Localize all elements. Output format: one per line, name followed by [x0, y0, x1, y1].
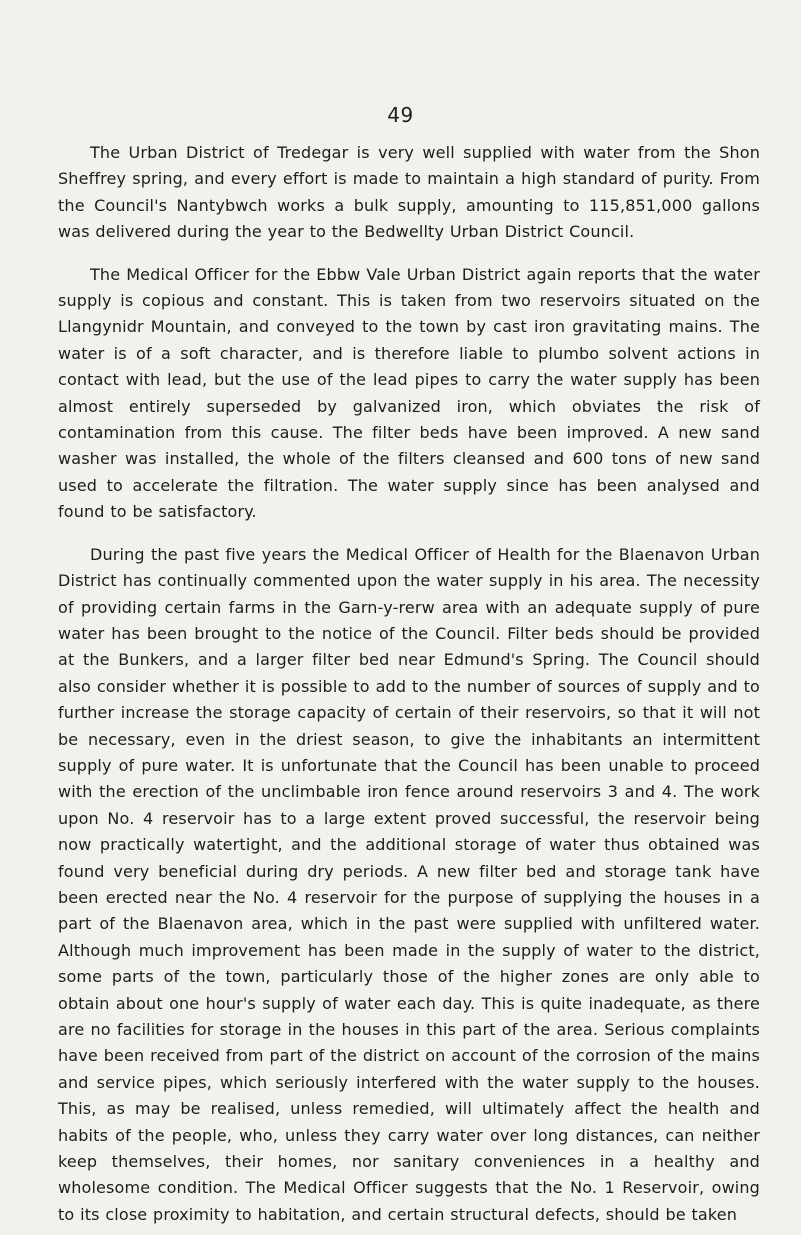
page-body: [58, 140, 760, 1228]
paragraph-blaenavon: During the past five years the Medical Officer of Health for the Blaenavon Urban District has continually commented upon the water supply in his area. The necessity of providing certain farms in the Garn-y-rerw area with an adequate supply of pure water has been brought to the notice of the Council. Filter beds should be provided at the Bunkers, and a larger filter bed near Edmund's Spring. The Council should also consider whether it is possible to add to the number of sources of supply and to further increase the storage capacity of certain of their reservoirs, so that it will not be necessary, even in the driest season, to give the inhabitants an intermittent supply of pure water. It is unfortunate that the Council has been unable to proceed with the erection of the unclimbable iron fence around reservoirs 3 and 4. The work upon No. 4 reservoir has to a large extent proved successful, the reservoir being now practically watertight, and the additional storage of water thus obtained was found very beneficial during dry periods. A new filter bed and storage tank have been erected near the No. 4 reservoir for the purpose of supplying the houses in a part of the Blaenavon area, which in the past were supplied with unfiltered water. Although much improvement has been made in the supply of water to the district, some parts of the town, particularly those of the higher zones are only able to obtain about one hour's supply of water each day. This is quite inadequate, as there are no facilities for storage in the houses in this part of the area. Serious complaints have been received from part of the district on account of the corrosion of the mains and service pipes, which seriously interfered with the water supply to the houses. This, as may be realised, unless remedied, will ultimately affect the health and habits of the people, who, unless they carry water over long distances, can neither keep themselves, their homes, nor sanitary conveniences in a healthy and wholesome condition. The Medical Officer suggests that the No. 1 Reservoir, owing to its close proximity to habitation, and certain structural defects, should be taken: [58, 544, 760, 1224]
page-number: 49: [387, 103, 414, 127]
paragraph-ebbw-vale: The Medical Officer for the Ebbw Vale Urban District again reports that the water supply is copious and constant. This is taken from two reservoirs situated on the Llangynidr Mountain, and conveyed to the town by cast iron gravitating mains. The water is of a soft character, and is therefore liable to plumbo solvent actions in contact with lead, but the use of the lead pipes to carry the water supply has been almost entirely superseded by galvanized iron, which obviates the risk of contamination from this cause. The filter beds have been improved. A new sand washer was installed, the whole of the filters cleansed and 600 tons of new sand used to accelerate the filtration. The water supply since has been analysed and found to be satisfactory.: [58, 264, 760, 522]
paragraph-tredegar: The Urban District of Tredegar is very well supplied with water from the Shon Sheffrey spring, and every effort is made to maintain a high standard of purity. From the Council's Nantybwch works a bulk supply, amounting to 115,851,000 gallons was delivered during the year to the Bedwellty Urban District Council.: [58, 143, 760, 242]
